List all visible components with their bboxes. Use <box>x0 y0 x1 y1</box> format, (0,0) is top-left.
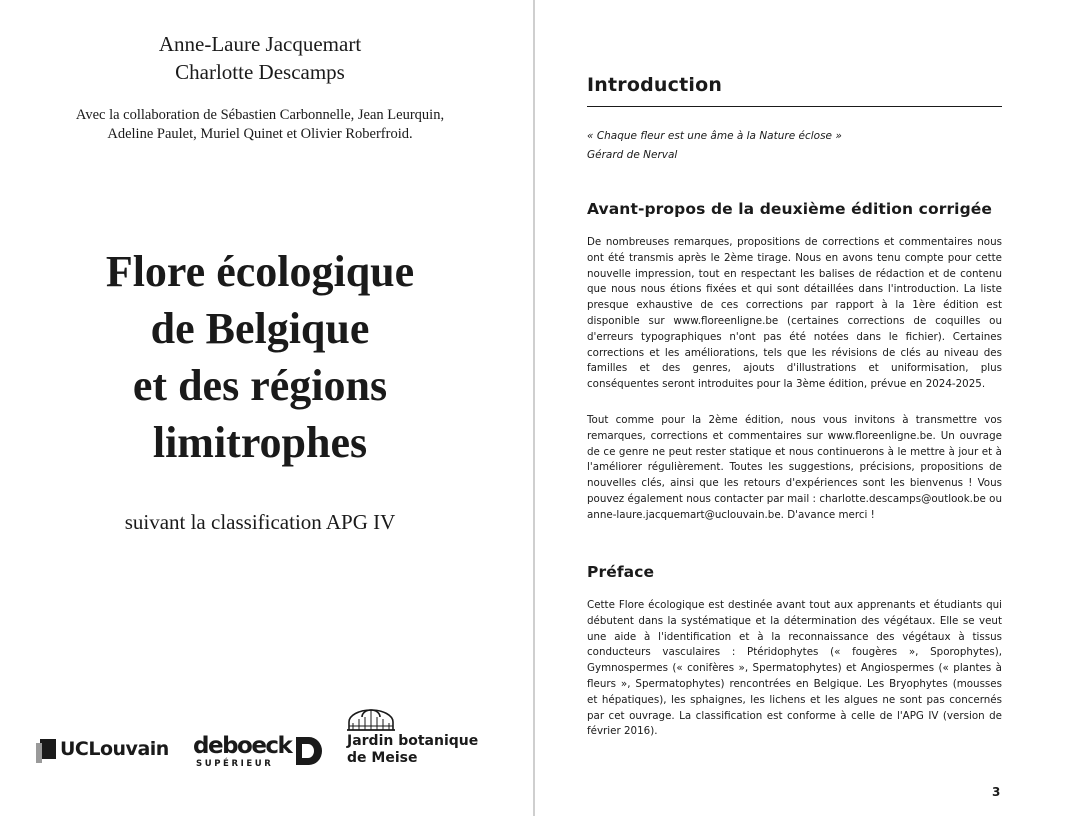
book-subtitle: suivant la classification APG IV <box>124 510 396 534</box>
author-2: Charlotte Descamps <box>175 60 345 84</box>
introduction-heading: Introduction <box>587 74 723 96</box>
title-line-2: de Belgique <box>150 304 370 353</box>
preface-heading: Préface <box>587 563 655 581</box>
collaboration-line-2: Adeline Paulet, Muriel Quinet et Olivier Roberfroid. <box>107 126 413 142</box>
book-title <box>0 243 520 471</box>
title-line-1: Flore écologique <box>105 247 415 296</box>
jardin-line-2: de Meise <box>347 750 418 766</box>
uclouvain-logo <box>40 738 169 760</box>
jardin-line-1: Jardin botanique <box>347 733 479 749</box>
epigraph <box>587 127 1002 165</box>
deboeck-logo <box>192 731 327 771</box>
collaboration-note <box>0 106 520 144</box>
collaboration-line-1: Avec la collaboration de Sébastien Carbonnelle, Jean Leurquin, <box>75 107 445 123</box>
heading-rule <box>587 106 1002 107</box>
authors <box>0 30 520 86</box>
deboeck-logo-text: deboeck <box>193 733 292 759</box>
avant-propos-paragraph-2: Tout comme pour la 2ème édition, nous vous invitons à transmettre vos remarques, corrections et commentaires sur www.floreenligne.be. Un ouvrage de ce genre ne peut rester statique et nous continuerons à le mettre à jour et à l'améliorer régulièrement. Toutes les suggestions, précisions, propositions de nouvelles clés, ainsi que les retours d'expériences sont les bienvenus ! Vous pouvez également nous contacter par mail : charlotte.descamps@outlook.be ou anne-laure.jacquemart@uclouvain.be. D'avance merci ! <box>587 414 1002 521</box>
avant-propos-heading: Avant-propos de la deuxième édition corrigée <box>587 200 993 218</box>
deboeck-logo-subtext: SUPÉRIEUR <box>196 759 274 769</box>
left-page <box>0 0 533 816</box>
epigraph-quote: « Chaque fleur est une âme à la Nature éclose » <box>587 130 842 142</box>
greenhouse-icon <box>346 709 396 731</box>
jardin-logo-text <box>347 733 478 767</box>
page-number: 3 <box>992 785 1001 799</box>
right-page <box>535 0 1067 816</box>
deboeck-b-icon <box>296 737 322 765</box>
preface-paragraph: Cette Flore écologique est destinée avant tout aux apprenants et étudiants qui débutent dans la systématique et la détermination des végétaux. Elle se veut une aide à l'identification et à la reconnaissance des végétaux à tissus conducteurs vasculaires : Ptéridophytes (« fougères », Sporophytes), Gymnospermes (« conifères », Spermatophytes) et Angiospermes (« plantes à fleurs », Spermatophytes) rencontrées en Belgique. Les Bryophytes (mousses et hépatiques), les sphaignes, les lichens et les algues ne sont pas concernés par cet ouvrage. La classification est conforme à celle de l'APG IV (version de février 2016). <box>587 599 1002 738</box>
epigraph-author: Gérard de Nerval <box>587 149 678 161</box>
title-line-4: limitrophes <box>152 418 368 467</box>
author-1: Anne-Laure Jacquemart <box>158 32 362 56</box>
jardin-botanique-logo <box>346 709 486 769</box>
uclouvain-mark-icon <box>40 739 56 759</box>
title-line-3: et des régions <box>132 361 388 410</box>
avant-propos-paragraph-1: De nombreuses remarques, propositions de corrections et commentaires nous ont été transmis après le 2ème tirage. Nous en avons tenu compte pour cette nouvelle impression, tout en respectant les balises de rédaction et de contenu que nous nous étions fixées et qui sont détaillées dans l'introduction. La liste presque exhaustive de ces corrections par rapport à la 1ère édition est disponible sur www.floreenligne.be (certaines corrections de coquilles ou d'erreurs typographiques n'ont pas été notées dans le fichier). Certaines corrections et les améliorations, tels que les révisions de clés au niveau des familles et des genres, ajouts d'illustrations et uniformisation, plus conséquentes seront introduites pour la 3ème édition, prévue en 2024-2025. <box>587 236 1002 391</box>
uclouvain-logo-text: UCLouvain <box>60 738 169 760</box>
